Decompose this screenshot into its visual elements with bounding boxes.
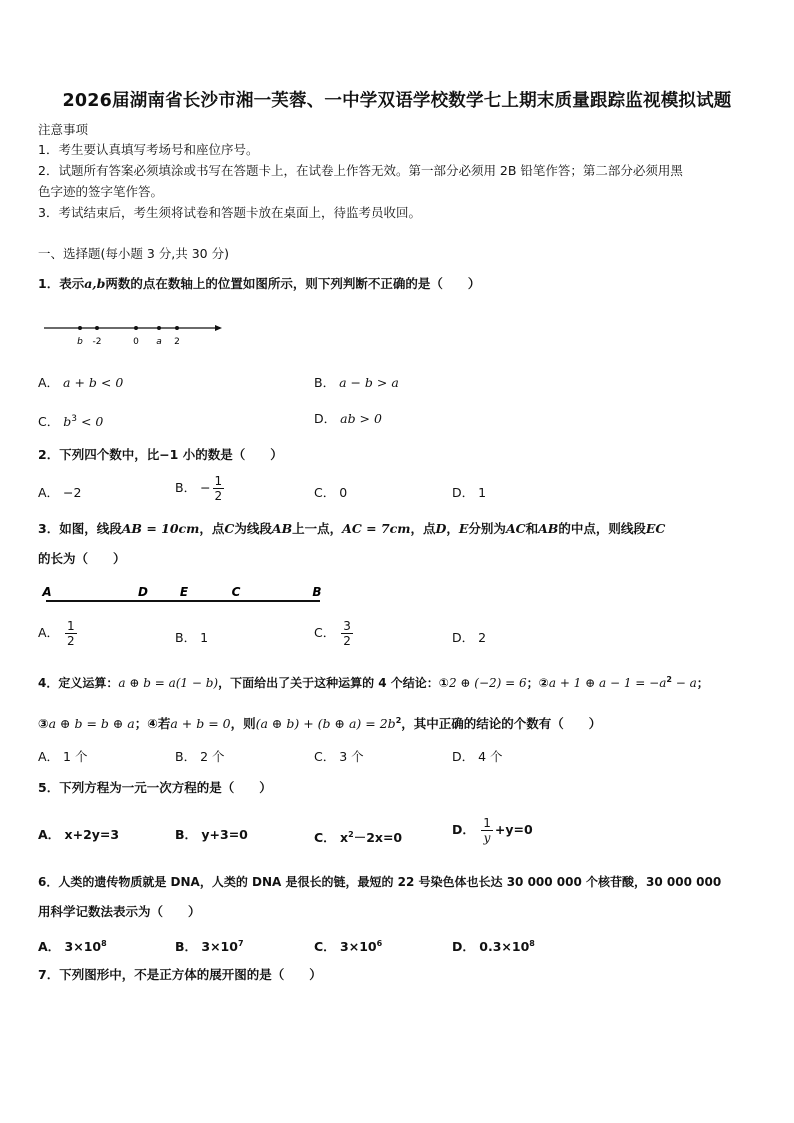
q5-option-c: C． $x^2-2x=0$: [314, 830, 403, 846]
q2-option-b: B． − $\frac{1}{2}$: [175, 474, 223, 503]
q4-option-c: C． 3 个: [314, 749, 364, 764]
question-4-line-2: ③a ⊕ b = b ⊕ a；④若a + b = 0，则(a ⊕ b) + (b ⊕ $a) = 2b^2$，其中正确的结论的个数有（ ）: [38, 716, 602, 732]
question-4: 4．定义运算：a ⊕ b = a(1 − b)，下面给出了关于这种运算的 4 个结论：①2 ⊕ (−2) = 6；②a + 1 ⊕ $a - 1 = -a^2 - a$；: [38, 675, 709, 690]
q2-option-d: D． 1: [452, 485, 487, 500]
q1-vars: a,b: [84, 276, 106, 291]
q6-option-d: D． $0.3\times 10^8$: [452, 939, 535, 955]
q2-option-c: C． 0: [314, 485, 348, 500]
q1-option-d: D． ab > 0: [314, 411, 382, 426]
q5-option-b: B． y+3=0: [175, 827, 248, 842]
arrow-icon: [215, 325, 222, 331]
q6-option-c: C． $3\times 10^6$: [314, 939, 383, 955]
note-item-3: 3．考试结束后，考生须将试卷和答题卡放在桌面上，待监考员收回。: [38, 205, 421, 220]
question-3-line-2: 的长为（ ）: [38, 551, 126, 566]
axis-label-b: b: [77, 337, 83, 347]
q3-option-d: D． 2: [452, 630, 487, 645]
note-item-2: 2．试题所有答案必须填涂或书写在答题卡上，在试卷上作答无效。第一部分必须用 2B 铅笔作答；第二部分必须用黑: [38, 163, 683, 178]
axis-label-2: 2: [174, 337, 180, 347]
axis-label-0: 0: [133, 337, 139, 347]
page-title: 2026届湖南省长沙市湘一芙蓉、一中学双语学校数学七上期末质量跟踪监视模拟试题: [62, 91, 732, 111]
q6-option-b: B． $3\times 10^7$: [175, 939, 244, 955]
q1-option-a: A． a + b < 0: [38, 375, 124, 390]
segment-label-c: C: [231, 585, 241, 599]
q1-text-a: 1．表示: [38, 276, 85, 291]
axis-label-neg2: -2: [92, 337, 102, 347]
notes-heading: 注意事项: [38, 122, 89, 137]
q1-option-c: C． $b^3 < 0$: [38, 414, 104, 430]
segment-label-e: E: [179, 585, 189, 599]
q6-option-a: A． $3\times 10^8$: [38, 939, 107, 955]
question-6: 6．人类的遗传物质就是 DNA，人类的 DNA 是很长的链，最短的 22 号染色体也长达 30 000 000 个核苷酸，30 000 000: [38, 875, 722, 889]
segment-label-d: D: [138, 585, 148, 599]
q3-segment-figure: [38, 583, 328, 607]
q5-option-d: D． $\frac{1}{y}$ +y=0: [452, 816, 533, 845]
axis-label-a: a: [156, 337, 162, 347]
q3-option-a: A． $\frac{1}{2}$: [38, 619, 75, 648]
q1-text-b: 两数的点在数轴上的位置如图所示，则下列判断不正确的是（ ）: [105, 276, 481, 291]
note-item-1: 1．考生要认真填写考场号和座位序号。: [38, 142, 259, 157]
question-1: [38, 275, 480, 293]
q2-option-a: A． −2: [38, 485, 82, 500]
q5-option-a: A． x+2y=3: [38, 827, 120, 842]
question-7: 7．下列图形中，不是正方体的展开图的是（ ）: [38, 967, 322, 982]
q1-option-b: B． a − b > a: [314, 375, 399, 390]
q4-option-d: D． 4 个: [452, 749, 503, 764]
q4-option-b: B． 2 个: [175, 749, 225, 764]
question-6-line-2: 用科学记数法表示为（ ）: [38, 904, 201, 919]
question-2: 2．下列四个数中，比−1 小的数是（ ）: [38, 447, 283, 462]
q4-option-a: A． 1 个: [38, 749, 88, 764]
q1-number-line: [40, 318, 230, 348]
q3-option-b: B． 1: [175, 630, 209, 645]
segment-label-b: B: [312, 585, 322, 599]
segment-label-a: A: [42, 585, 52, 599]
note-item-2-cont: 色字迹的签字笔作答。: [38, 184, 164, 199]
section-heading: 一、选择题(每小题 3 分,共 30 分): [38, 246, 229, 261]
question-3: 3．如图，线段AB = 10cm，点C为线段AB上一点，AC = 7cm，点D，E分别为AC和AB的中点，则线段EC: [38, 521, 666, 536]
q3-option-c: C． $\frac{3}{2}$: [314, 619, 351, 648]
question-5: 5．下列方程为一元一次方程的是（ ）: [38, 780, 272, 795]
